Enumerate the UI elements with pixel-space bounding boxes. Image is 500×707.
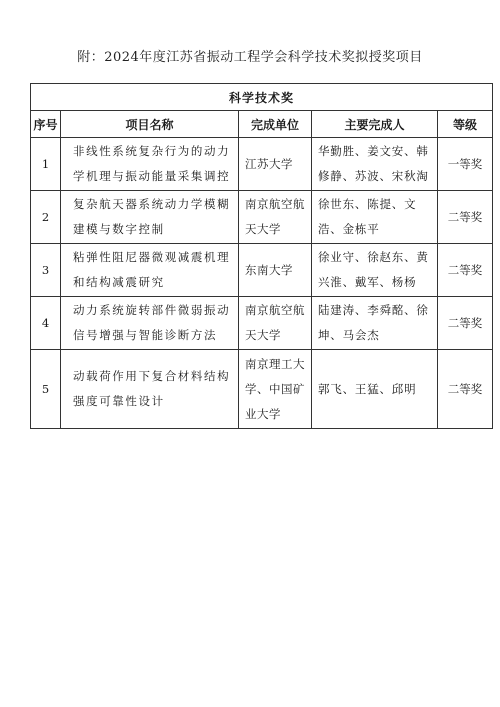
award-table — [30, 83, 493, 429]
table-row — [31, 191, 493, 244]
row-people: 徐世东、陈提、文浩、金栋平 — [318, 197, 417, 236]
header-project-name: 项目名称 — [61, 111, 239, 138]
table-header-row — [31, 111, 493, 138]
header-no: 序号 — [31, 111, 61, 138]
table-row — [31, 350, 493, 429]
row-no: 1 — [41, 157, 50, 171]
header-grade: 等级 — [438, 111, 493, 138]
row-people: 华勤胜、姜文安、韩修静、苏波、宋秋淘 — [318, 144, 429, 183]
row-people: 陆建涛、李舜酩、徐坤、马会杰 — [318, 303, 429, 342]
row-people: 郭飞、王猛、邱明 — [318, 381, 417, 396]
row-project-name: 动力系统旋转部件微弱振动信号增强与智能诊断方法 — [73, 303, 231, 342]
row-grade: 二等奖 — [447, 316, 483, 330]
row-grade: 二等奖 — [447, 263, 483, 277]
row-project-name: 粘弹性阻尼器微观减震机理和结构减震研究 — [73, 250, 231, 289]
header-people: 主要完成人 — [312, 111, 438, 138]
row-project-name: 复杂航天器系统动力学模糊建模与数字控制 — [73, 197, 231, 236]
row-unit: 江苏大学 — [245, 156, 293, 171]
row-project-name: 非线性系统复杂行为的动力学机理与振动能量采集调控 — [73, 144, 231, 183]
row-no: 4 — [41, 316, 50, 330]
row-unit: 南京航空航天大学 — [245, 303, 305, 342]
row-project-name: 动载荷作用下复合材料结构强度可靠性设计 — [73, 369, 231, 408]
page-title: 附：2024年度江苏省振动工程学会科学技术奖拟授奖项目 — [77, 50, 423, 65]
table-row — [31, 244, 493, 297]
row-unit: 东南大学 — [245, 262, 293, 277]
row-grade: 二等奖 — [447, 382, 483, 396]
row-no: 3 — [41, 263, 50, 277]
row-no: 2 — [41, 210, 50, 224]
table-row — [31, 138, 493, 191]
row-grade: 二等奖 — [447, 210, 483, 224]
header-unit: 完成单位 — [239, 111, 312, 138]
table-row — [31, 297, 493, 350]
row-grade: 一等奖 — [447, 157, 483, 171]
row-unit: 南京理工大学、中国矿业大学 — [245, 356, 305, 421]
table-caption: 科学技术奖 — [31, 84, 493, 111]
table-caption-row — [31, 84, 493, 111]
row-no: 5 — [41, 382, 50, 396]
row-people: 徐业守、徐赵东、黄兴淮、戴军、杨杨 — [318, 250, 429, 289]
row-unit: 南京航空航天大学 — [245, 197, 305, 236]
